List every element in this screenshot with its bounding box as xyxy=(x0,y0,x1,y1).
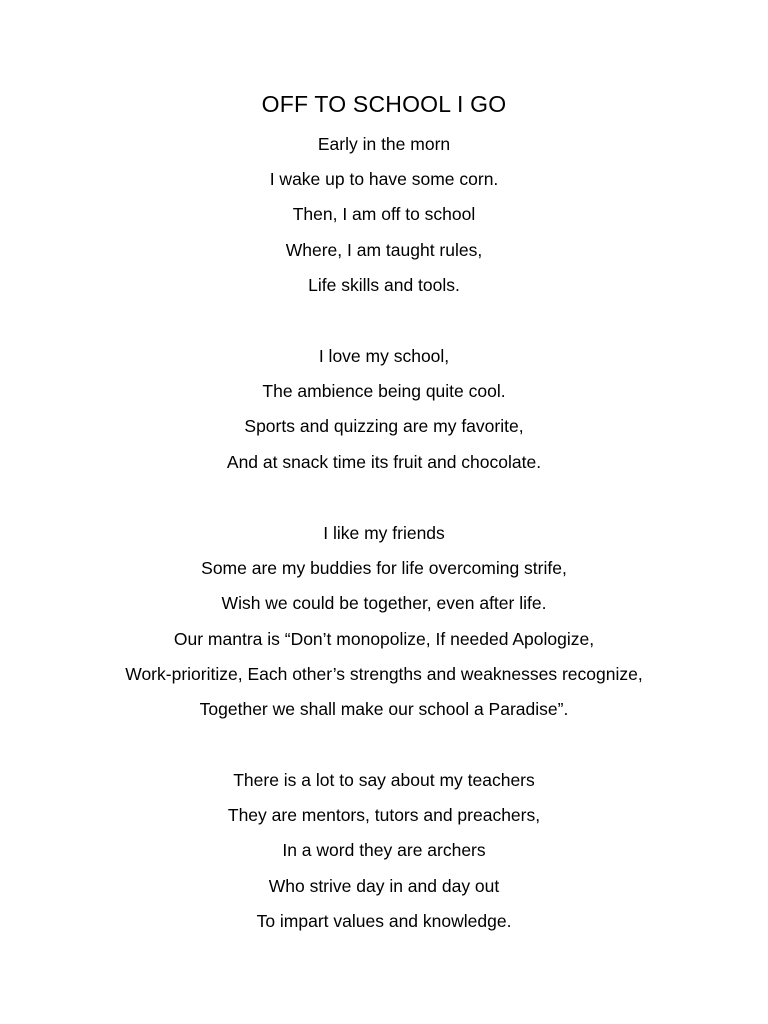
poem-line: Then, I am off to school xyxy=(292,204,476,225)
poem-line: The ambience being quite cool. xyxy=(262,381,506,402)
poem-line: Wish we could be together, even after life. xyxy=(221,593,547,614)
poem-line: Life skills and tools. xyxy=(308,274,460,295)
stanza xyxy=(0,763,768,939)
poem-line: Some are my buddies for life overcoming strife, xyxy=(201,558,567,579)
poem-line: In a word they are archers xyxy=(282,840,486,861)
poem-line: Our mantra is “Don’t monopolize, If needed Apologize, xyxy=(173,628,595,649)
poem-line: Work-prioritize, Each other’s strengths and weaknesses recognize, xyxy=(125,663,643,684)
stanza xyxy=(0,339,768,480)
stanza xyxy=(0,516,768,727)
poem-line: They are mentors, tutors and preachers, xyxy=(227,805,541,826)
poem-line: I love my school, xyxy=(318,346,450,366)
poem-title: OFF TO SCHOOL I GO xyxy=(261,91,507,117)
poem-line: Together we shall make our school a Paradise”. xyxy=(199,698,569,719)
poem-line: I wake up to have some corn. xyxy=(269,169,499,190)
poem-line: Where, I am taught rules, xyxy=(285,239,483,260)
poem-line: There is a lot to say about my teachers xyxy=(233,770,535,790)
stanza xyxy=(0,127,768,303)
poem-line: Early in the morn xyxy=(317,134,451,154)
poem-line: Who strive day in and day out xyxy=(268,875,500,896)
poem-line: I like my friends xyxy=(323,523,445,543)
poem-line: Sports and quizzing are my favorite, xyxy=(244,416,524,437)
poem-line: To impart values and knowledge. xyxy=(256,910,512,931)
poem-line: And at snack time its fruit and chocolate. xyxy=(226,451,542,472)
